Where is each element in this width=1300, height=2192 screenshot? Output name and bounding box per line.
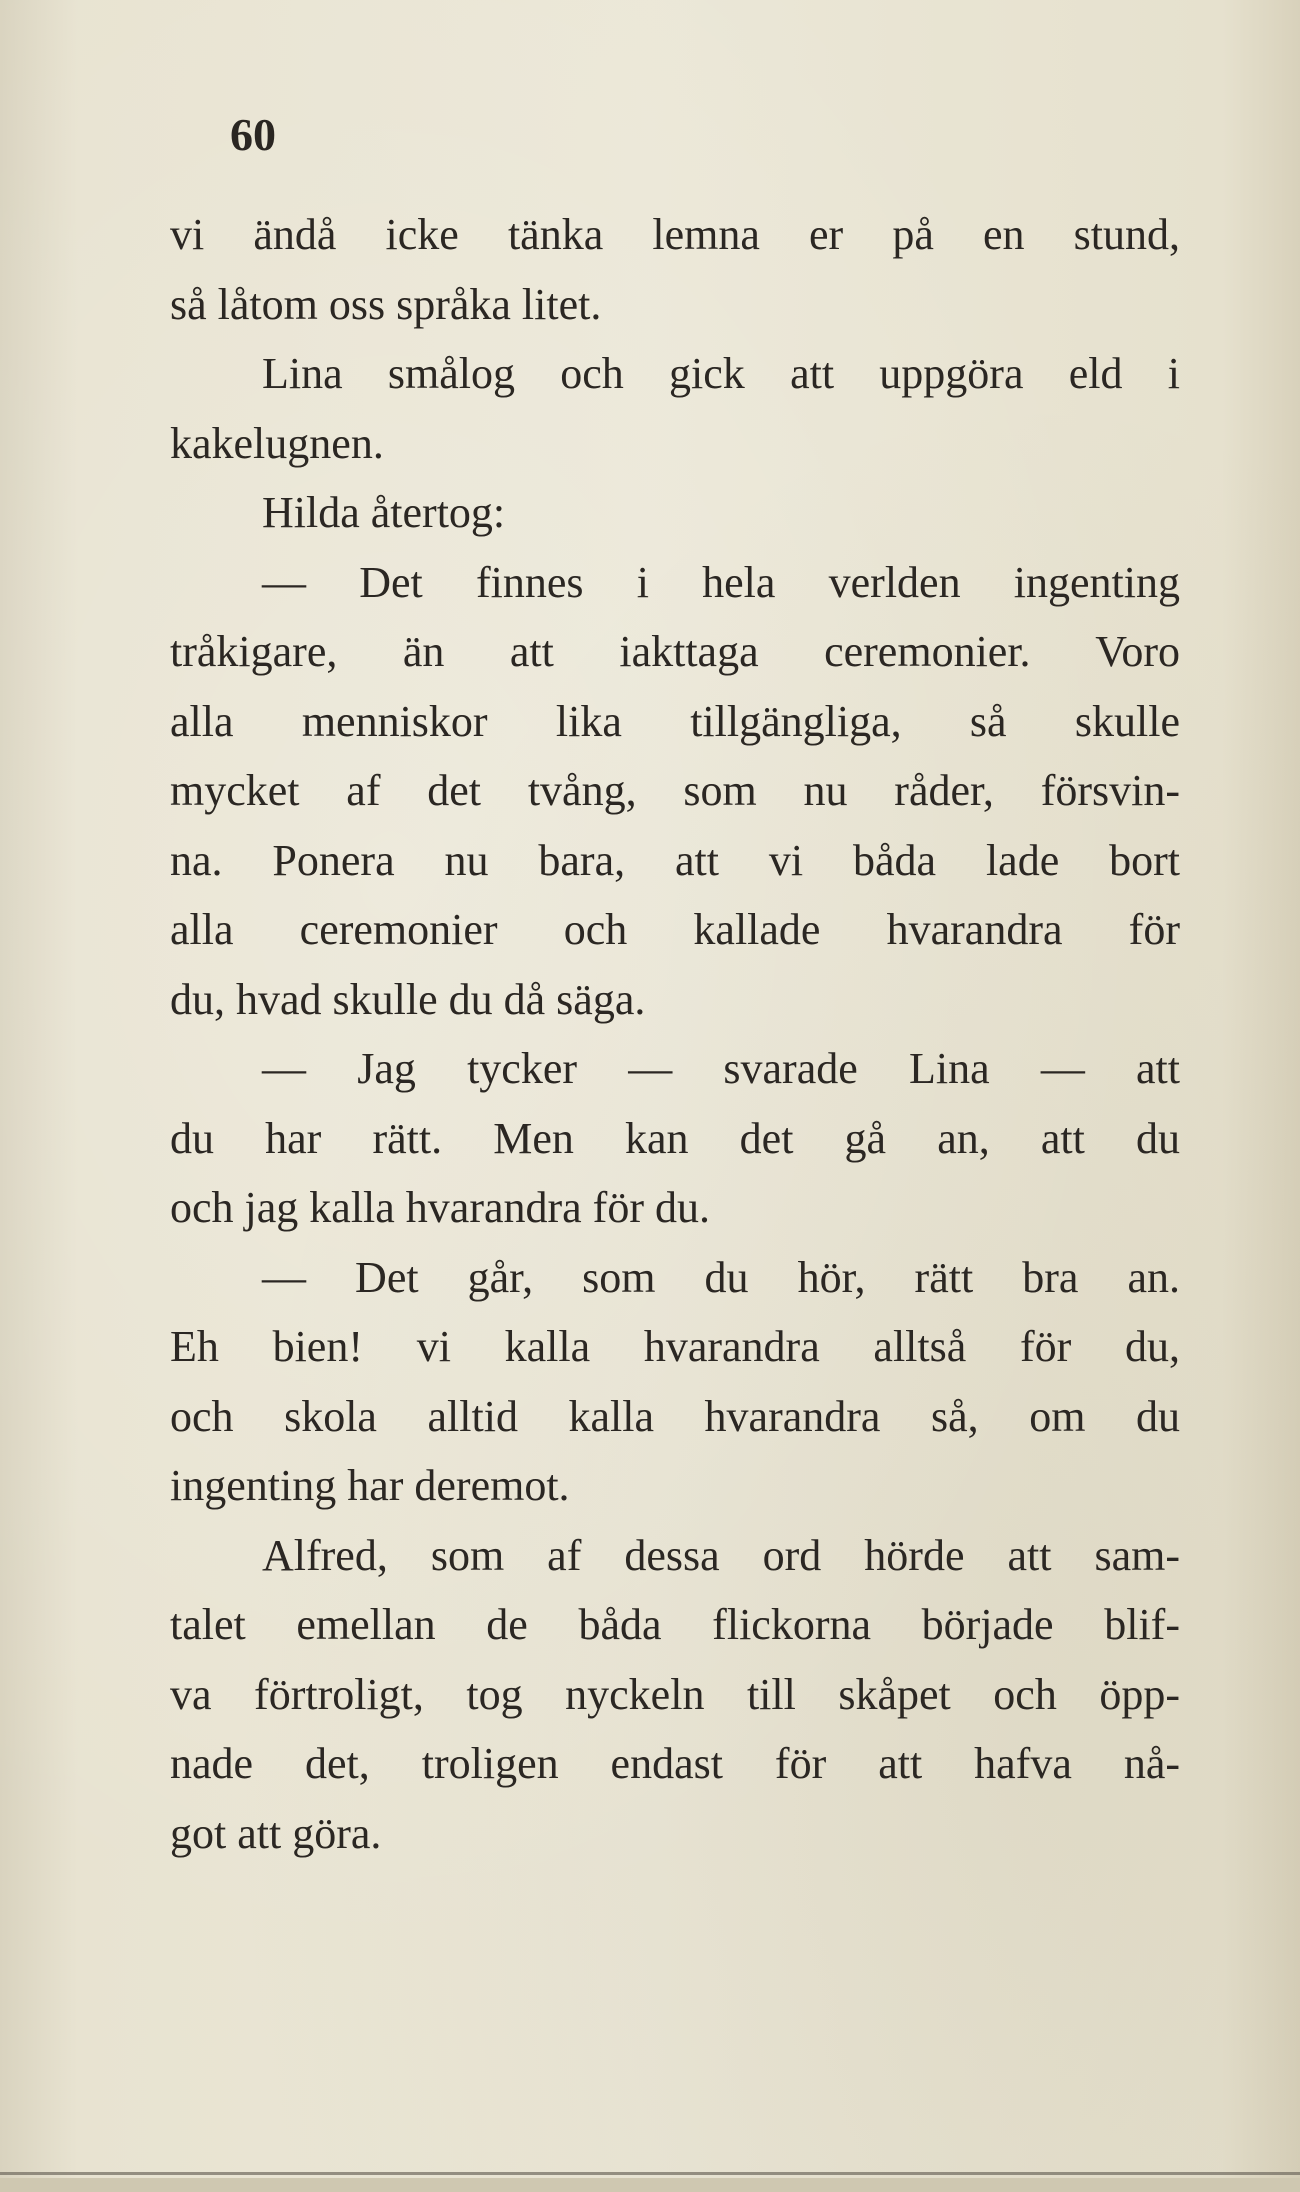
body-text	[170, 200, 1180, 1868]
text-line: — Det går, som du hör, rätt bra an.	[262, 1252, 1180, 1302]
text-line: så låtom oss språka litet.	[170, 279, 602, 329]
text-line: och skola alltid kalla hvarandra så, om du	[170, 1391, 1180, 1441]
text-line: — Jag tycker — svarade Lina — att	[262, 1044, 1180, 1093]
page-bottom-rule	[0, 2172, 1300, 2175]
text-line: alla menniskor lika tillgängliga, så skulle	[170, 696, 1180, 746]
text-line: du har rätt. Men kan det gå an, att du	[170, 1113, 1180, 1163]
text-line: va förtroligt, tog nyckeln till skåpet och öpp-	[170, 1669, 1180, 1719]
text-line: vi ändå icke tänka lemna er på en stund,	[170, 210, 1180, 259]
page-number: 60	[230, 109, 276, 160]
text-line: Eh bien! vi kalla hvarandra alltså för du,	[170, 1322, 1180, 1371]
text-line: kakelugnen.	[170, 418, 384, 468]
text-line: alla ceremonier och kallade hvarandra för	[170, 905, 1180, 954]
text-line: got att göra.	[170, 1808, 382, 1858]
text-line: — Det finnes i hela verlden ingenting	[262, 557, 1180, 607]
text-line: Hilda återtog:	[262, 488, 506, 537]
text-line: tråkigare, än att iakttaga ceremonier. Voro	[170, 627, 1180, 676]
text-line: ingenting har deremot.	[170, 1461, 570, 1510]
text-line: Alfred, som af dessa ord hörde att sam-	[262, 1530, 1180, 1580]
text-line: Lina smålog och gick att uppgöra eld i	[262, 349, 1180, 398]
text-line: mycket af det tvång, som nu råder, försvin-	[170, 766, 1180, 815]
text-line: du, hvad skulle du då säga.	[170, 974, 646, 1024]
page-bottom-edge	[0, 2178, 1300, 2192]
text-line: na. Ponera nu bara, att vi båda lade bort	[170, 835, 1180, 885]
text-line: talet emellan de båda flickorna började blif-	[170, 1600, 1180, 1649]
text-line: och jag kalla hvarandra för du.	[170, 1183, 710, 1232]
text-line: nade det, troligen endast för att hafva nå-	[170, 1739, 1180, 1788]
